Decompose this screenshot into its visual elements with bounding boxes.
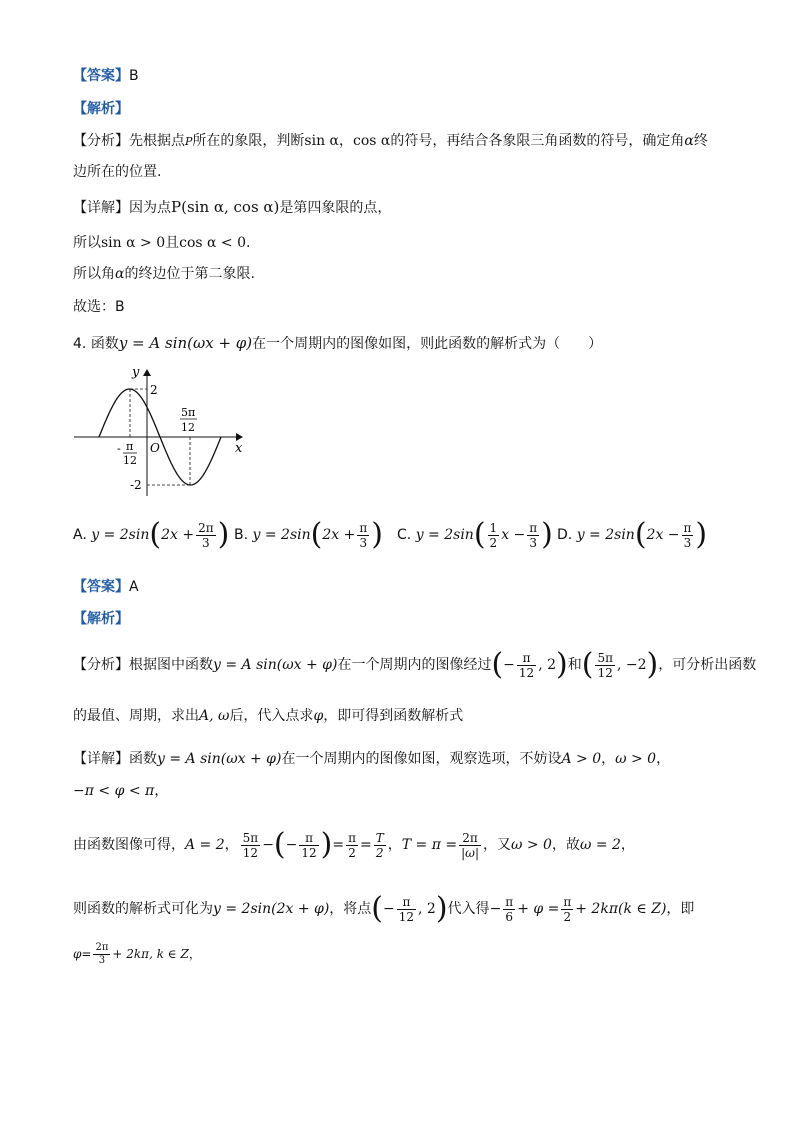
text: ， xyxy=(601,751,616,767)
text: 在一个周期内的图像如图，则此函数的解析式为（ ） xyxy=(252,336,603,352)
text: 的符号，再结合各象限三角函数的符号，确定角 xyxy=(390,133,685,149)
math: , −2 xyxy=(616,657,647,673)
x-axis-label: x xyxy=(235,441,243,456)
math: A, ω xyxy=(199,708,230,724)
fraction: $\frac{\pi}{12}$ xyxy=(398,894,415,924)
text: 则函数的解析式可化为 xyxy=(73,901,213,917)
analysis-label: 【解析】 xyxy=(73,101,129,117)
q3-analysis-heading xyxy=(73,99,129,119)
text: 根据图中函数 xyxy=(129,657,213,673)
math: −π < φ < π xyxy=(73,783,155,799)
option-a[interactable]: A. y = 2sin(2x + $\frac{2\pi}{3}$ ) xyxy=(73,517,230,552)
option-c[interactable]: C. y = 2sin( $\frac{1}{2}$ x − $\frac{\pi}{3}$ ) xyxy=(397,517,553,552)
q4-answer-line xyxy=(73,577,139,597)
question-number: 4. xyxy=(73,336,87,352)
answer-value: B xyxy=(129,68,139,84)
math: y = A sin(ωx + φ) xyxy=(118,334,253,352)
math: ω = 2 xyxy=(579,837,621,853)
math: − xyxy=(489,901,502,917)
math: cos α xyxy=(353,133,391,149)
fraction: $\frac{5\pi}{12}$ xyxy=(242,830,259,860)
math: α xyxy=(684,133,694,149)
fraction: $\frac{2\pi}{3}$ xyxy=(95,942,109,966)
q4-analysis-line-1: 【分析】根据图中函数y = A sin(ωx + φ)在一个周期内的图像经过(− $\frac{\pi}{12}$ , 2)和( $\frac{5\pi}{12}$ , −2)，可分析出函数 xyxy=(73,647,757,682)
text: 且 xyxy=(165,235,180,251)
y-axis-label: y xyxy=(132,365,140,380)
math: = xyxy=(332,837,345,853)
math: y = 2sin(2x + φ) xyxy=(213,901,330,917)
fraction: $\frac{\pi}{3}$ xyxy=(529,520,538,550)
math: 2x + xyxy=(322,527,356,543)
math: φ= xyxy=(73,947,92,961)
text: 边所在的位置. xyxy=(73,164,162,180)
math: A > 0 xyxy=(561,751,602,767)
q3-analysis-line-2 xyxy=(73,162,161,182)
math: − xyxy=(262,837,274,853)
min-label: -2 xyxy=(130,478,142,492)
text: 函数 xyxy=(129,751,157,767)
math: x − xyxy=(501,527,526,543)
answer-label: 【答案】 xyxy=(73,68,129,84)
math: + 2kπ(k ∈ Z) xyxy=(575,901,667,917)
left-tick-num: π xyxy=(126,440,134,453)
text: 的最值、周期，求出 xyxy=(73,708,199,724)
math: P(sin α, cos α) xyxy=(171,198,280,216)
math: 2x + xyxy=(161,527,195,543)
text: 所以角 xyxy=(73,266,115,282)
option-letter: B. xyxy=(234,527,249,543)
text: 和 xyxy=(567,657,582,673)
text: ，即可得到函数解析式 xyxy=(323,708,464,724)
q3-detail-line-1 xyxy=(73,197,391,218)
text: 在一个周期内的图像经过 xyxy=(337,657,492,673)
math: = xyxy=(360,837,372,853)
math: + φ = xyxy=(517,901,560,917)
text: 函数 xyxy=(90,336,119,352)
math: ω > 0 xyxy=(510,837,552,853)
right-tick-num: 5π xyxy=(181,406,196,419)
text: 的终边位于第二象限. xyxy=(124,266,255,282)
math: y = 2sin xyxy=(252,527,311,543)
text: 所以 xyxy=(73,235,101,251)
right-tick-den: 12 xyxy=(181,421,195,434)
text: 所在的象限，判断 xyxy=(192,133,305,149)
fraction: $\frac{T}{2}$ xyxy=(375,830,384,860)
text: 后，代入点求 xyxy=(229,708,314,724)
text: ，可分析出函数 xyxy=(658,657,757,673)
math: cos α < 0 xyxy=(179,235,247,251)
sine-graph xyxy=(70,360,270,500)
text: ， xyxy=(339,133,353,149)
math: T = π = xyxy=(401,837,458,853)
math: − xyxy=(285,837,298,853)
fraction: $\frac{\pi}{12}$ xyxy=(518,650,535,680)
math: sin α > 0 xyxy=(101,235,166,251)
text: 故选：B xyxy=(73,299,125,315)
math: y = 2sin xyxy=(91,527,150,543)
fraction: $\frac{\pi}{6}$ xyxy=(505,894,514,924)
q4-analysis-line-2 xyxy=(73,706,463,726)
text: ，将点 xyxy=(329,901,372,917)
detail-label: 【详解】 xyxy=(73,200,129,216)
option-d[interactable]: D. y = 2sin(2x − $\frac{\pi}{3}$ ) xyxy=(557,517,708,552)
fraction: $\frac{\pi}{12}$ xyxy=(301,830,317,860)
fraction: $\frac{\pi}{3}$ xyxy=(359,520,368,550)
math: 2x − xyxy=(646,527,680,543)
text: ， xyxy=(188,947,201,961)
fraction: $\frac{2\pi}{3}$ xyxy=(198,520,214,550)
text: ，又 xyxy=(482,837,511,853)
option-b[interactable]: B. y = 2sin(2x + $\frac{\pi}{3}$ ) xyxy=(234,517,383,552)
math: y = 2sin xyxy=(415,527,474,543)
q3-answer-line xyxy=(73,66,139,86)
text: 代入得 xyxy=(447,901,490,917)
math: + 2kπ, k ∈ Z xyxy=(112,947,189,961)
fraction: $\frac{\pi}{2}$ xyxy=(563,894,572,924)
q4-detail-line-3: 由函数图像可得，A = 2， $\frac{5\pi}{12}$ −(− $\frac{\pi}{12}$ )= $\frac{\pi}{2}$ = $\frac{T}{2}$ ，T = π = $\frac{2\pi}{|\omega|}$ ，又ω > 0，故ω = 2， xyxy=(73,827,635,862)
q4-detail-line-5 xyxy=(73,942,201,967)
q3-detail-line-3 xyxy=(73,264,255,284)
q3-analysis-line-1 xyxy=(73,131,708,152)
option-letter: D. xyxy=(557,527,573,543)
math: α xyxy=(115,266,125,282)
q4-detail-line-1 xyxy=(73,749,670,769)
answer-value: A xyxy=(129,579,139,595)
math: − xyxy=(503,657,515,673)
text: ，故 xyxy=(551,837,580,853)
fraction: $\frac{2\pi}{|\omega|}$ xyxy=(461,830,479,860)
text: 终 xyxy=(693,133,708,149)
math: A = 2 xyxy=(185,837,225,853)
q4-analysis-heading xyxy=(73,609,129,629)
math: sin α xyxy=(304,133,339,149)
text: ， xyxy=(154,783,169,799)
math: , 2 xyxy=(418,901,436,917)
q3-choice-line xyxy=(73,297,125,317)
detail-label: 【详解】 xyxy=(73,751,129,767)
origin-label: O xyxy=(150,441,160,455)
answer-label: 【答案】 xyxy=(73,579,129,595)
math: y = A sin(ωx + φ) xyxy=(213,657,338,673)
analysis-head-label: 【分析】 xyxy=(73,133,129,149)
math: P xyxy=(185,135,193,148)
text: ，即 xyxy=(666,901,695,917)
q4-detail-line-2 xyxy=(73,781,168,801)
fraction: $\frac{5\pi}{12}$ xyxy=(597,650,613,680)
text: ， xyxy=(224,837,239,853)
q3-detail-line-2 xyxy=(73,233,250,253)
analysis-label: 【解析】 xyxy=(73,611,129,627)
fraction: $\frac{\pi}{3}$ xyxy=(683,520,692,550)
max-label: 2 xyxy=(150,383,158,397)
math: , 2 xyxy=(538,657,556,673)
text: ， xyxy=(387,837,402,853)
option-letter: C. xyxy=(397,527,412,543)
math: φ xyxy=(313,708,324,724)
text: 是第四象限的点， xyxy=(279,200,392,216)
math: y = A sin(ωx + φ) xyxy=(157,751,282,767)
fraction: $\frac{1}{2}$ xyxy=(489,520,498,550)
analysis-head-label: 【分析】 xyxy=(73,657,129,673)
text: ， xyxy=(656,751,671,767)
left-tick-den: 12 xyxy=(123,454,137,467)
math: − xyxy=(383,901,395,917)
text: 在一个周期内的图像如图，观察选项，不妨设 xyxy=(281,751,562,767)
q4-detail-line-4: 则函数的解析式可化为y = 2sin(2x + φ)，将点(− $\frac{\pi}{12}$ , 2)代入得− $\frac{\pi}{6}$ + φ = $\frac{\pi}{2}$ + 2kπ(k ∈ Z)，即 xyxy=(73,891,695,926)
math: ω > 0 xyxy=(615,751,657,767)
q4-stem xyxy=(73,333,602,354)
left-tick-sign: - xyxy=(117,442,121,455)
text: 先根据点 xyxy=(129,133,185,149)
math: y = 2sin xyxy=(576,527,635,543)
fraction: $\frac{\pi}{2}$ xyxy=(348,830,356,860)
text: 因为点 xyxy=(129,200,171,216)
option-letter: A. xyxy=(73,527,87,543)
text: . xyxy=(246,235,251,251)
text: 由函数图像可得， xyxy=(73,837,185,853)
text: ， xyxy=(620,837,635,853)
